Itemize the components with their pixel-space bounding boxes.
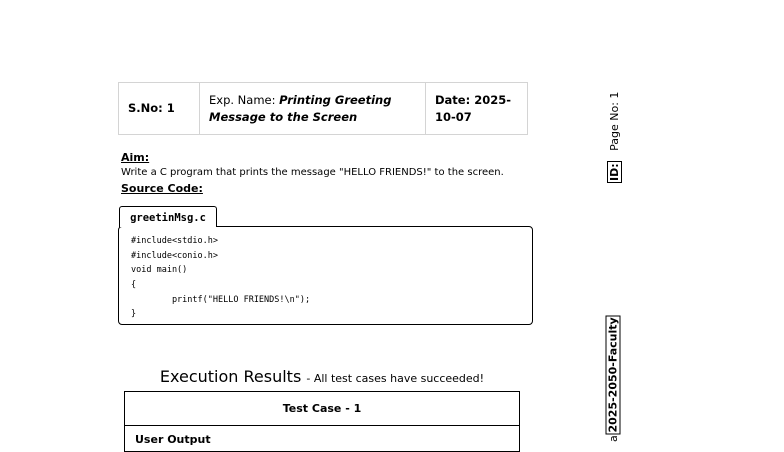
side-partial-text: a [607, 435, 620, 442]
side-batch [606, 317, 622, 435]
experiment-date: Date: 2025-10-07 [426, 83, 528, 135]
experiment-name-label: Exp. Name: [209, 92, 280, 107]
code-line: void main() [131, 265, 188, 276]
experiment-name: Printing Greeting Message to the Screen [209, 92, 392, 124]
code-line: #include<stdio.h> [131, 236, 218, 246]
id-label: ID: [608, 163, 621, 181]
filename-tab[interactable]: greetinMsg.c [119, 206, 217, 227]
test-case-table [124, 391, 520, 452]
code-line: } [131, 309, 137, 320]
aim-text: Write a C program that prints the message "HELLO FRIENDS!" to the screen. [121, 167, 504, 178]
user-output-label: User Output [125, 426, 520, 452]
test-case-title: Test Case - 1 [125, 392, 520, 426]
experiment-header-table [118, 82, 528, 135]
execution-results-title: Execution Results [159, 367, 302, 386]
code-block [118, 226, 533, 325]
batch-label: 2025-2050-Faculty [606, 317, 620, 433]
execution-results-status: - All test cases have succeeded! [306, 372, 485, 385]
serial-number: S.No: 1 [119, 83, 200, 135]
code-line: printf("HELLO FRIENDS!\n"); [131, 294, 311, 305]
source-code-heading: Source Code: [121, 182, 203, 195]
experiment-name-cell [200, 83, 426, 135]
code-line: { [131, 280, 137, 291]
aim-heading: Aim: [121, 151, 150, 164]
code-line: #include<conio.h> [131, 250, 218, 261]
page-number: Page No: 1 [608, 91, 621, 151]
side-id-page [608, 93, 622, 183]
execution-results-header [0, 367, 644, 386]
